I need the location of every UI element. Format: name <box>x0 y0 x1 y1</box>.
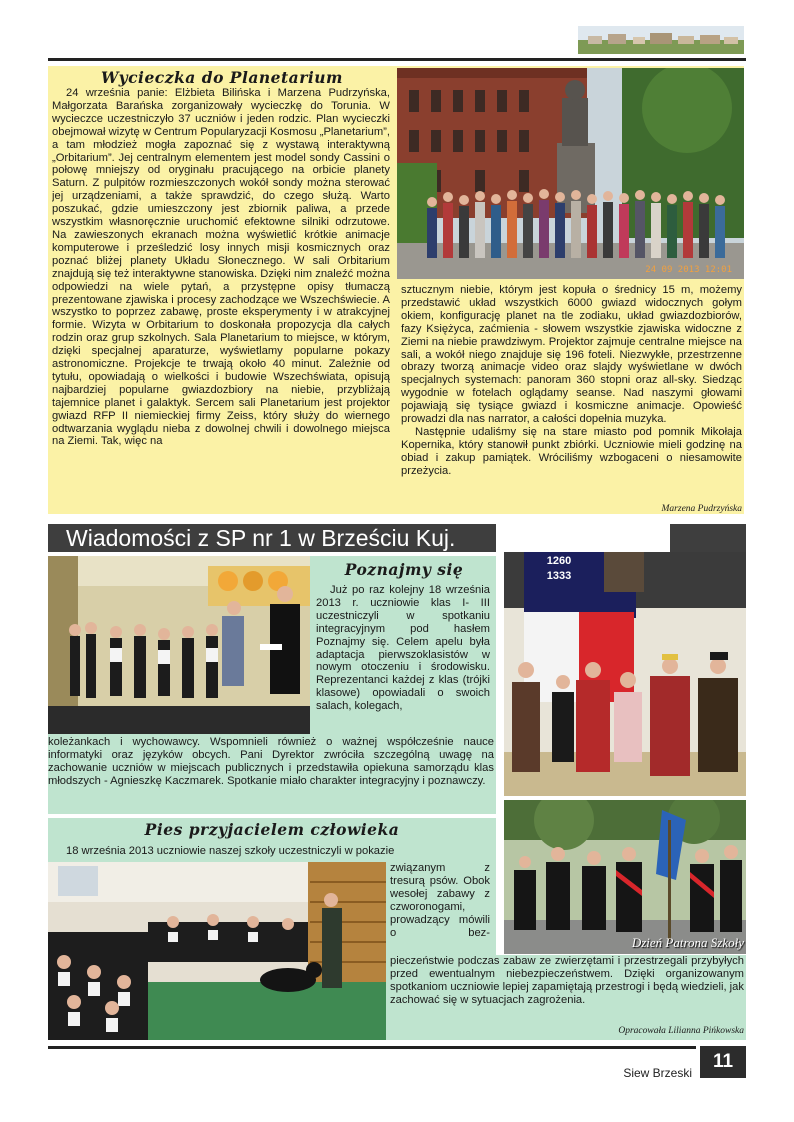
banner-year-2: 1333 <box>546 570 572 582</box>
photo-timestamp: 24 09 2013 12:01 <box>645 265 732 275</box>
planetarium-column-2 <box>401 284 742 504</box>
poznajmy-text: Już po raz kolejny 18 września 2013 r. uczniowie klas I- III uczestniczyli w spotkaniu integracyjnym pod hasłem Poznajmy się. Celem apelu była adaptacja pierwszoklasistów w nowym otoczeniu i środowisku. Reprezentanci każdej z klas (trójki klasowe) opowiadali o swoich salach, kolegach, <box>316 584 490 713</box>
planetarium-col2-text-1: sztucznym niebie, którym jest kopuła o średnicy 15 m, możemy przedstawić układ wszystkich 6000 gwiazd widocznych gołym okiem, konfigurację planet na tle zodiaku, układ gwiazdozbiorów, fazy Księżyca, zaćmienia - słowem wszystkie zjawiska widoczne z Ziemi na niebie prawdziwym. Projektor zajmuje centralne miejsce na sali, a wokół niego znajduje się 196 foteli. Niezwykłe, przestrzenne obrazy tworzą animacje video oraz slajdy wyświetlane w dwóch specjalnych systemach: panoram 360 stopni oraz all-sky. Siedząc wygodnie w fotelach oglądamy seanse. Nad naszymi głowami pojawiają się tysiące gwiazd i kosmiczne animacje. Opowieść prowadzi dla nas narrator, a całości dopełnia muzyka. <box>401 284 742 426</box>
planetarium-col2-text-2: Następnie udaliśmy się na stare miasto pod pomnik Mikołaja Kopernika, który stanowił punkt zbiórki. Uczniowie mieli godzinę na obiad i zakup pamiątek. Wróciliśmy wzbogaceni o niesamowite przeżycia. <box>401 425 742 477</box>
planetarium-title: Wycieczka do Planetarium <box>101 68 343 87</box>
poznajmy-column <box>316 584 490 736</box>
planetarium-col1-text: 24 września panie: Elżbieta Bilińska i Marzena Pudrzyńska, Małgorzata Barańska zorganizowały wycieczkę do Torunia. W wycieczce uczestniczyło 37 uczniów i jeden rodzic. Plan wycieczki obejmował wizytę w Centrum Popularyzacji Kosmosu „Planetarium”, a tam młodzież mogła zapoznać się z wystawą interaktywną „Orbitarium”. Jej centralnym elementem jest model sondy Cassini o połowę mniejszy od oryginału pracującego na orbicie planety Saturn. Z pulpitów rozmieszczonych wokół sondy można sterować jej urządzeniami, a także sprawdzić, do czego służą. Warto poszukać, gdzie umieszczony jest zbiornik paliwa, a przede wszystkim własnoręcznie uruchomić efektowne silniki odrzutowe. Na zawieszonych ekranach można wyświetlić krótkie animacje komputerowe i prześledzić losy innych misji kosmicznych oraz poznać bliżej planety Układu Słonecznego. W sali Orbitarium znajdują się też interaktywne stanowiska. Dzięki nim znaleźć można odpowiedzi na wiele pytań, a przystępne opisy tłumaczą prezentowane zjawiska i procesy zachodzące we Wszechświecie. A wszystko to poprzez zabawę, proste eksperymenty i w atrakcyjnej formie. Wizyta w Orbitarium to doskonała propozycja dla całych rodzin oraz grup szkolnych. Sala Planetarium to miejsce, w którym, dzięki specjalnej aparaturze, wyświetlamy popularne pokazy astronomiczne. Projekcje te trwają około 40 minut. Zależnie od tytułu, opowiadają o wielkości i budowie Wszechświata, opisują najbardziej popularne gwiazdozbiory na niebie, przybliżają tajemnice planet i galaktyk. Sercem sali Planetarium jest projektor gwiazd RFP II niemieckiej firmy Zeiss, który służy do wiernego odtwarzania wyglądu nieba z dowolnej chwili i dowolnego miejsca na Ziemi. Tak, więc na <box>52 87 390 448</box>
banner-years <box>542 554 576 586</box>
pies-wide-column <box>390 955 744 1031</box>
planetarium-column-1 <box>52 87 390 514</box>
header-town-photo <box>578 26 744 54</box>
pies-text-wide: pieczeństwie podczas zabaw ze zwierzętami i przestrzegali przybyłych przed ewentualnym niebezpieczeństwem. Dzięki organizowanym spotkaniom uczniowie lepiej zapamiętają przestrogi i będą wiedzieli, jak zachować się w sytuacjach zagrożenia. <box>390 955 744 1006</box>
poznajmy-wide <box>48 736 494 812</box>
poznajmy-text-wide: koleżankach i wychowawcy. Wspomnieli również o ważnej współcześnie nauce informatyki oraz języków obcych. Pani Dyrektor zwróciła szczególną uwagę na zachowanie uczniów w miejscach publicznych i przedstawiła opiekuna samorządu klas młodszych - Agnieszkę Kaczmarek. Spotkanie miało charakter integracyjny i poznawczy. <box>48 736 494 787</box>
pies-title: Pies przyjacielem człowieka <box>144 820 400 839</box>
pies-text-narrow: związanym z tresurą psów. Obok wesołej zabawy z czworonogami, prowadzący mówili o bez- <box>390 862 490 939</box>
dog-training-show-photo <box>48 862 386 1040</box>
patron-day-caption: Dzień Patrona Szkoły <box>631 935 744 950</box>
banner-year-1: 1260 <box>546 555 572 567</box>
pies-author: Opracowała Lilianna Pińkowska <box>618 1026 744 1036</box>
copernicus-monument-group-photo <box>397 68 744 279</box>
patron-day-costumes-photo <box>504 552 746 796</box>
patron-day-flag-photo <box>504 800 746 954</box>
planetarium-author: Marzena Pudrzyńska <box>661 504 742 514</box>
section-banner: Wiadomości z SP nr 1 w Brześciu Kuj. <box>48 524 496 552</box>
pies-narrow-column <box>390 862 490 954</box>
pies-intro: 18 września 2013 uczniowie naszej szkoły uczestniczyli w pokazie <box>66 845 395 857</box>
poznajmy-title: Poznajmy się <box>344 560 464 579</box>
bottom-rule <box>48 1046 696 1049</box>
first-graders-assembly-photo <box>48 556 310 734</box>
publication-name: Siew Brzeski <box>623 1066 692 1080</box>
section-banner-tail <box>670 524 746 552</box>
page-number: 11 <box>700 1046 746 1078</box>
top-rule <box>48 58 746 61</box>
pies-intro-line <box>52 845 492 861</box>
